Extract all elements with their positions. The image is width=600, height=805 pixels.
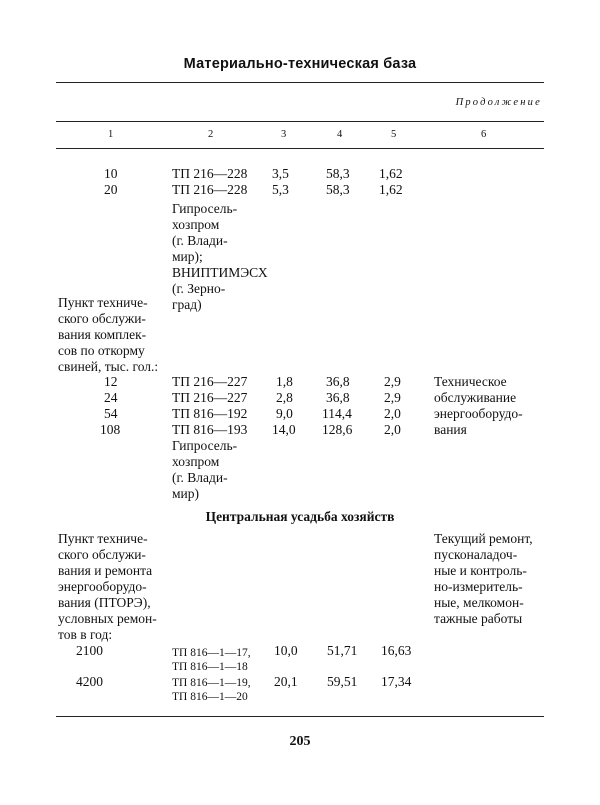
column-number-4: 4 bbox=[337, 129, 343, 140]
column-number-6: 6 bbox=[481, 129, 487, 140]
bottom-rule bbox=[56, 716, 544, 717]
item-ptore: Пункт техниче- ского обслужи- вания и ремонта энергооборудо- вания (ПТОРЭ), условных ремон- тов в год: bbox=[58, 531, 157, 642]
item-pig-complex: Пункт техниче- ского обслужи- вания комплек- сов по откорму свиней, тыс. гол.: bbox=[58, 295, 159, 374]
page-title: Материально-техническая база bbox=[183, 56, 417, 72]
page-number: 205 bbox=[289, 734, 311, 749]
designer-note-2: Гипросель- хозпром (г. Влади- мир) bbox=[172, 438, 238, 501]
continuation-label: Продолжение bbox=[455, 97, 542, 108]
designer-note-1: Гипросель- хозпром (г. Влади- мир); ВНИПТИМЭСХ (г. Зерно- град) bbox=[172, 201, 268, 312]
top-rule bbox=[56, 82, 544, 83]
header-rule-top bbox=[56, 121, 544, 122]
column-number-2: 2 bbox=[208, 129, 214, 140]
section-title: Центральная усадьба хозяйств bbox=[205, 509, 395, 524]
column-number-3: 3 bbox=[281, 129, 287, 140]
column-number-5: 5 bbox=[391, 129, 397, 140]
column-number-1: 1 bbox=[108, 129, 114, 140]
note-repair: Текущий ремонт, пусконаладоч- ные и контроль- но-измеритель- ные, мелкомон- тажные работы bbox=[434, 531, 533, 626]
header-rule-bottom bbox=[56, 148, 544, 149]
note-maintenance: Техническое обслуживание энергооборудо- вания bbox=[434, 374, 523, 437]
